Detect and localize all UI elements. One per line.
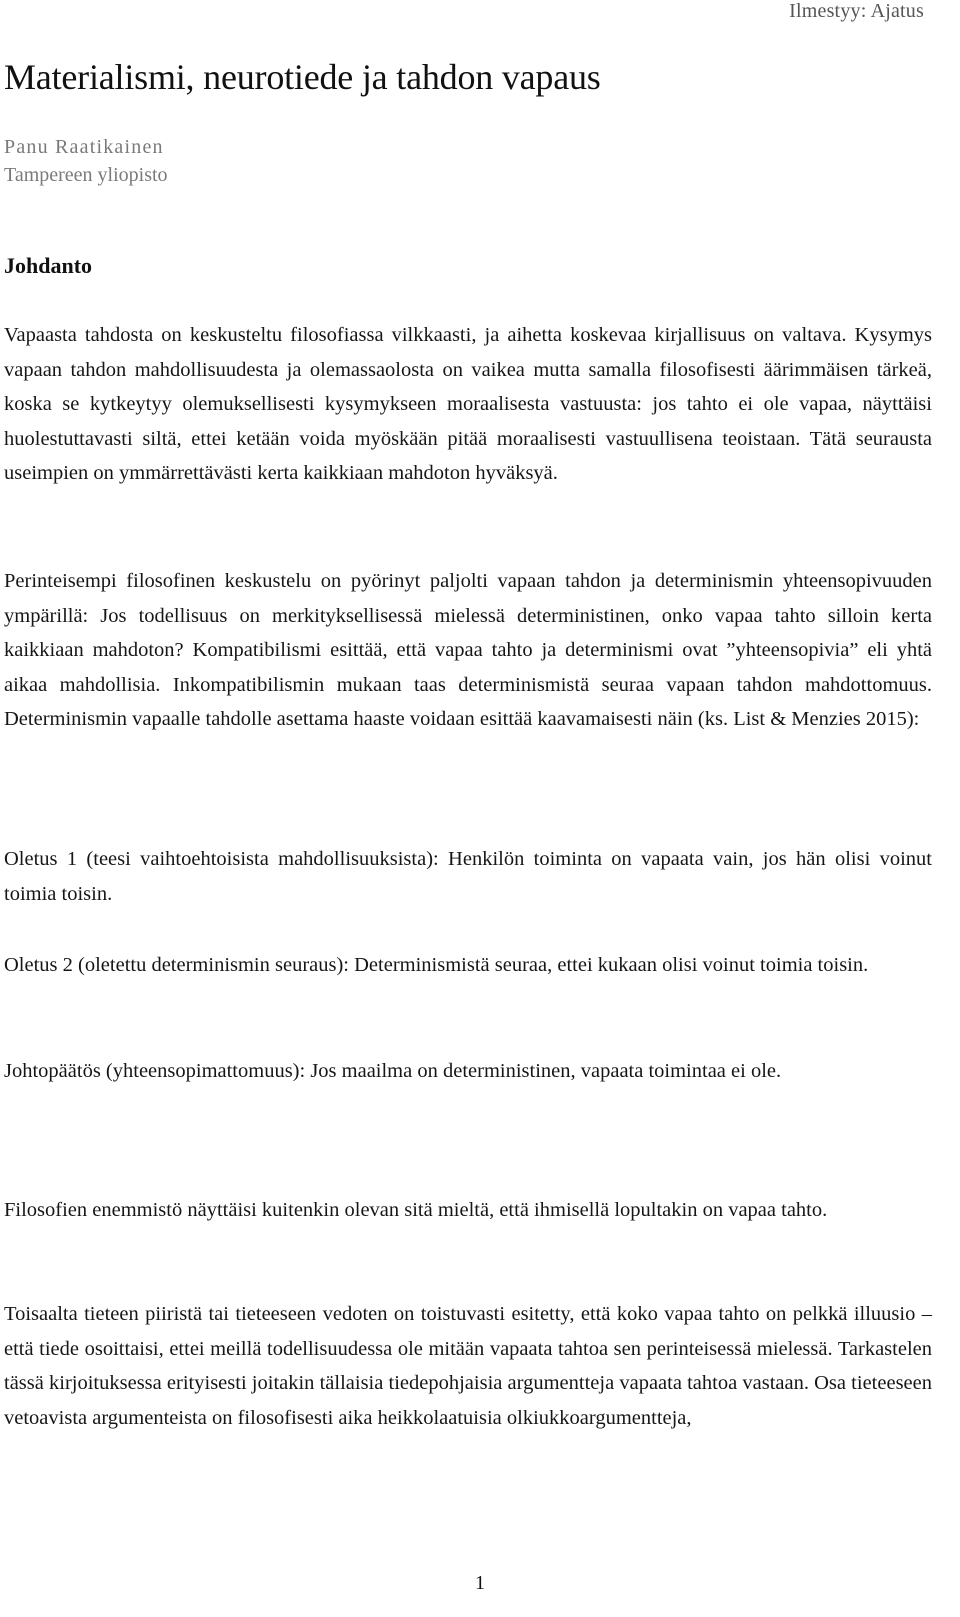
published-in-label: Ilmestyy: Ajatus xyxy=(789,0,924,22)
paragraph-majority-view: Filosofien enemmistö näyttäisi kuitenkin olevan sitä mieltä, että ihmisellä lopultakin on vapaa tahto. xyxy=(4,1199,828,1221)
section-heading: Johdanto xyxy=(4,253,93,278)
paragraph-intro: Vapaasta tahdosta on keskusteltu filosofiassa vilkkaasti, ja aihetta koskevaa kirjallisuus on valtava. Kysymys vapaan tahdon mahdollisuudesta ja olemassaolosta on vaikea mutta samalla filosofisesti äärimmäisen tärkeä, koska se kytkeytyy olemuksellisesti kysymykseen moraalisesta vastuusta: jos tahto ei ole vapaa, näyttäisi huolestuttavasti siltä, ettei ketään voida myöskään pitää moraalisesti vastuullisena teoistaan. Tätä seurausta useimpien on ymmärrettävästi kerta kaikkiaan mahdoton hyväksyä. xyxy=(4,324,932,485)
premise-2: Oletus 2 (oletettu determinismin seuraus): Determinismistä seuraa, ettei kukaan olisi voinut toimia toisin. xyxy=(4,954,869,976)
premise-1: Oletus 1 (teesi vaihtoehtoisista mahdollisuuksista): Henkilön toiminta on vapaata vain, jos hän olisi voinut toimia toisin. xyxy=(4,848,932,905)
conclusion: Johtopäätös (yhteensopimattomuus): Jos maailma on deterministinen, vapaata toimintaa ei ole. xyxy=(4,1060,782,1082)
author-name: Panu Raatikainen xyxy=(4,136,164,158)
paragraph-determinism: Perinteisempi filosofinen keskustelu on pyörinyt paljolti vapaan tahdon ja determinismin yhteensopivuuden ympärillä: Jos todellisuus on merkityksellisessä mielessä deterministinen, onko vapaa tahto silloin kerta kaikkiaan mahdoton? Kompatibilismi esittää, että vapaa tahto ja determinismi ovat ”yhteensopivia” eli yhtä aikaa mahdollisia. Inkompatibilismin mukaan taas determinismistä seuraa vapaan tahdon mahdottomuus. Determinismin vapaalle tahdolle asettama haaste voidaan esittää kaavamaisesti näin (ks. List & Menzies 2015): xyxy=(4,570,932,731)
author-affiliation: Tampereen yliopisto xyxy=(4,164,168,186)
page-number: 1 xyxy=(475,1572,485,1594)
article-title: Materialismi, neurotiede ja tahdon vapaus xyxy=(4,57,601,97)
paragraph-science-arguments: Toisaalta tieteen piiristä tai tieteeseen vedoten on toistuvasti esitetty, että koko vapaa tahto on pelkkä illuusio – että tiede osoittaisi, ettei meillä todellisuudessa ole mitään vapaata tahtoa sen perinteisessä mielessä. Tarkastelen tässä kirjoituksessa erityisesti joitakin tällaisia tiedepohjaisia argumentteja vapaata tahtoa vastaan. Osa tieteeseen vetoavista argumenteista on filosofisesti aika heikkolaatuisia olkiukkoargumentteja, xyxy=(4,1303,932,1429)
